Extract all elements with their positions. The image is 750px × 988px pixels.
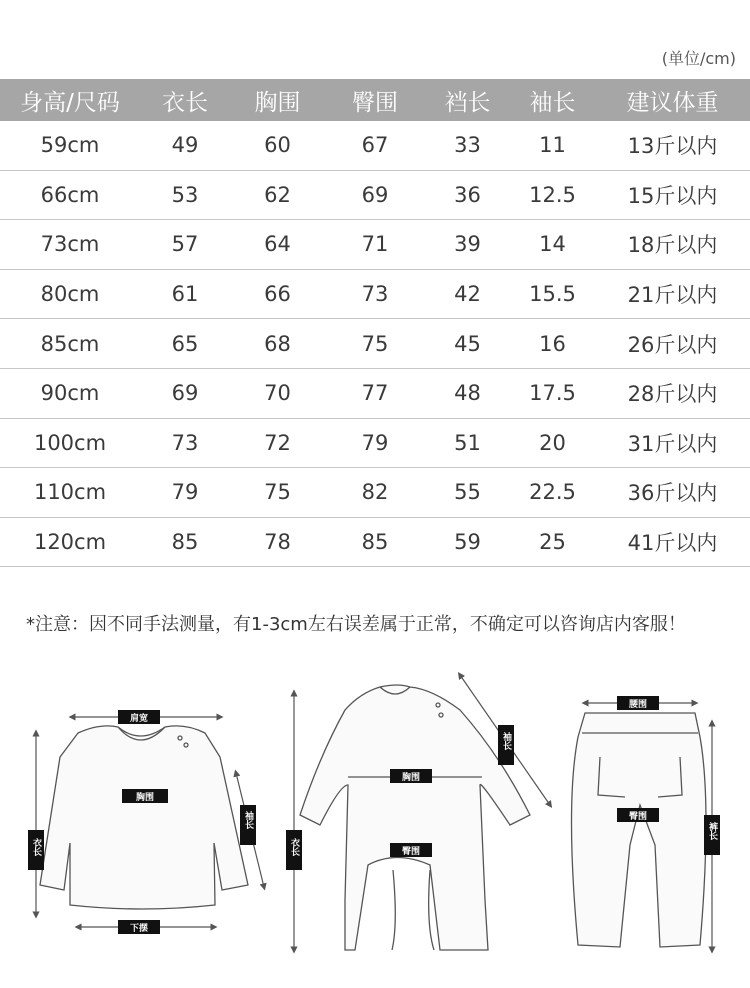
table-cell: 70 (264, 381, 291, 406)
table-cell: 120cm (33, 530, 107, 555)
table-cell: 80cm (40, 282, 100, 307)
table-cell: 64 (264, 232, 291, 257)
label-chest-romper: 胸围 (401, 773, 421, 783)
label-chest-top: 胸围 (135, 793, 155, 803)
table-row (0, 270, 750, 320)
table-cell: 75 (264, 480, 291, 505)
garment-diagram (0, 665, 750, 988)
table-cell: 71 (361, 232, 389, 257)
table-cell: 77 (361, 381, 389, 406)
table-cell: 69 (171, 381, 199, 406)
table-cell: 65 (171, 331, 199, 356)
table-cell: 49 (171, 133, 199, 158)
top-garment-drawing (40, 726, 248, 909)
table-cell: 69 (361, 182, 389, 207)
table-row (0, 171, 750, 221)
table-cell: 48 (454, 381, 481, 406)
table-cell: 36斤以内 (627, 481, 718, 506)
table-cell: 51 (454, 430, 481, 455)
table-cell: 60 (264, 133, 291, 158)
table-cell: 73 (171, 430, 199, 455)
table-row (0, 518, 750, 568)
table-cell: 61 (171, 282, 199, 307)
header-crotch-length: 裆长 (444, 89, 491, 116)
table-cell: 85 (171, 530, 199, 555)
table-cell: 85cm (40, 331, 100, 356)
table-cell: 31斤以内 (627, 431, 718, 456)
table-cell: 79 (361, 430, 389, 455)
label-hip-romper: 臀围 (401, 847, 421, 857)
table-cell: 45 (454, 331, 481, 356)
table-cell: 25 (539, 530, 566, 555)
table-cell: 82 (361, 480, 389, 505)
table-cell: 28斤以内 (627, 382, 718, 407)
table-cell: 90cm (40, 381, 100, 406)
header-hip: 臀围 (352, 89, 398, 116)
table-cell: 59cm (40, 133, 100, 158)
table-cell: 26斤以内 (627, 332, 718, 357)
table-cell: 16 (539, 331, 566, 356)
table-cell: 68 (264, 331, 291, 356)
table-cell: 73 (361, 282, 389, 307)
table-cell: 21斤以内 (627, 283, 718, 308)
table-cell: 17.5 (529, 381, 576, 406)
table-row (0, 419, 750, 469)
table-cell: 12.5 (529, 182, 576, 207)
table-cell: 66cm (40, 182, 100, 207)
table-cell: 78 (264, 530, 291, 555)
table-header (0, 79, 750, 121)
table-cell: 85 (361, 530, 389, 555)
pants-drawing (572, 713, 707, 947)
table-cell: 72 (264, 430, 291, 455)
table-cell: 53 (171, 182, 199, 207)
table-cell: 100cm (33, 430, 107, 455)
table-cell: 42 (454, 282, 481, 307)
table-cell: 22.5 (529, 480, 576, 505)
label-waist: 腰围 (628, 700, 648, 710)
table-cell: 13斤以内 (627, 134, 718, 159)
label-sleeve-top: 袖长 (243, 811, 253, 829)
table-cell: 57 (171, 232, 199, 257)
unit-label: (单位/cm) (661, 49, 736, 68)
label-shoulder: 肩宽 (129, 714, 149, 724)
label-pants-length: 裤长 (707, 822, 717, 840)
table-cell: 59 (454, 530, 481, 555)
table-cell: 15.5 (529, 282, 576, 307)
table-cell: 36 (454, 182, 481, 207)
header-suggested-weight: 建议体重 (626, 89, 719, 116)
table-cell: 73cm (40, 232, 100, 257)
table-cell: 11 (539, 133, 566, 158)
table-cell: 39 (454, 232, 481, 257)
table-cell: 110cm (33, 480, 107, 505)
header-chest: 胸围 (254, 89, 301, 116)
table-cell: 41斤以内 (627, 531, 718, 556)
label-hem: 下摆 (129, 924, 149, 934)
table-cell: 15斤以内 (627, 183, 718, 208)
romper-drawing (300, 685, 530, 950)
header-sleeve-length: 袖长 (529, 89, 576, 116)
label-length-top: 衣长 (31, 838, 41, 856)
table-row (0, 220, 750, 270)
measurement-note: *注意：因不同手法测量，有1-3cm左右误差属于正常，不确定可以咨询店内客服！ (26, 614, 686, 635)
table-row (0, 319, 750, 369)
size-table (0, 79, 750, 567)
label-sleeve-romper: 袖长 (501, 732, 511, 750)
table-cell: 66 (264, 282, 291, 307)
table-cell: 79 (171, 480, 199, 505)
table-cell: 18斤以内 (627, 233, 718, 258)
table-cell: 33 (454, 133, 481, 158)
table-cell: 14 (539, 232, 566, 257)
table-row (0, 369, 750, 419)
table-row (0, 121, 750, 171)
table-cell: 75 (361, 331, 389, 356)
header-garment-length: 衣长 (162, 89, 208, 116)
table-cell: 62 (264, 182, 291, 207)
table-cell: 20 (539, 430, 566, 455)
table-row (0, 468, 750, 518)
table-cell: 67 (361, 133, 389, 158)
table-cell: 55 (454, 480, 481, 505)
label-length-romper: 衣长 (289, 838, 299, 856)
header-height-size: 身高/尺码 (20, 89, 120, 116)
label-hip-pants: 臀围 (628, 812, 648, 822)
